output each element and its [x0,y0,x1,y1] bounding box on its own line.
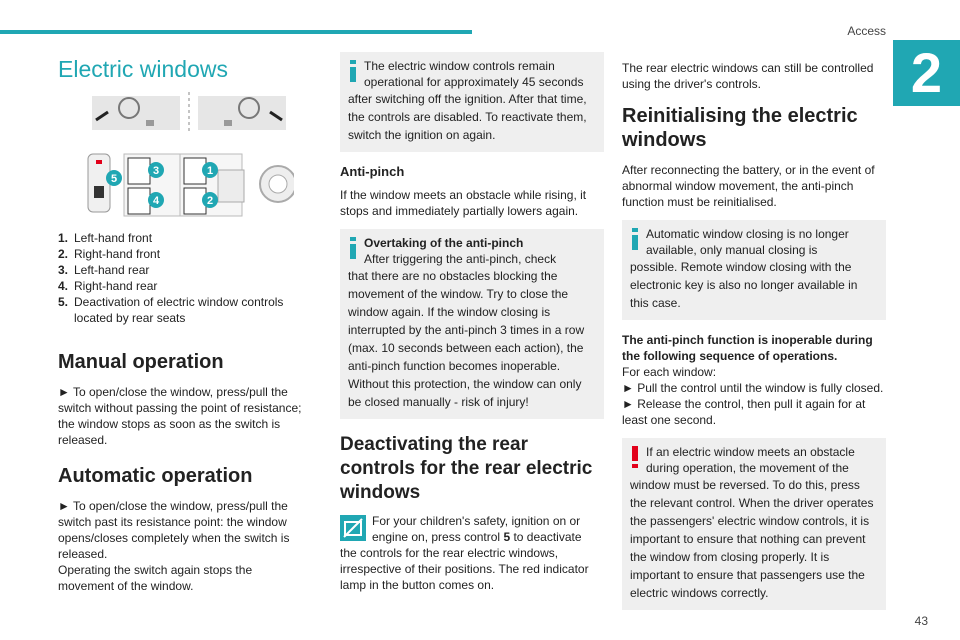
svg-text:4: 4 [152,195,160,207]
legend-item: 2. Right-hand front [58,247,161,261]
info-note-anti-pinch: Overtaking of the anti-pinch After triggering the anti-pinch, check that there are no obstacles blocking the movement of the window. Try to close the window again. If the window closing is interrupted by the anti-pinch 3 times in a row (max. 10 seconds between each action), the anti-pinch function becomes inoperable. Without this protection, the window can only be closed manually - risk of injury! [340,229,604,419]
callout-2 [202,192,218,208]
switch-panel-illustration [88,154,294,216]
info-note-timeout: The electric window controls remain operational for approximately 45 seconds after switching off the ignition. After that time, the controls are disabled. To reactivate them, switch the ignition on again. [340,52,604,152]
legend-item: 3. Left-hand rear [58,263,150,277]
svg-text:5: 5 [110,173,118,185]
info-icon [628,228,642,250]
page-heading: Electric windows [58,56,228,82]
column-3 [622,60,886,610]
legend-item: 1. Left-hand front [58,231,153,245]
reinitialising-text: After reconnecting the battery, or in the event of abnormal window movement, the anti-pinch function must be reinitialised. [622,163,875,209]
anti-pinch-heading: Anti-pinch [340,164,405,179]
callout-3 [148,162,164,178]
step-2: ► Release the control, then pull it again for at least one second. [622,397,866,427]
for-each-window: For each window: [622,365,717,379]
legend-item: 5. Deactivation of electric window controls located by rear seats [58,295,284,325]
child-safety-block: For your children's safety, ignition on or engine on, press control 5 to deactivate the controls for the rear electric windows, irrespective of their positions. The red indicator lamp in the button comes on. [340,514,589,592]
page-number: 43 [914,614,928,628]
automatic-operation-text: ► To open/close the window, press/pull the switch past its resistance point: the window opens/closes completely when the switch is released. [58,499,290,561]
anti-pinch-text: If the window meets an obstacle while rising, it stops and immediately partially lowers again. [340,188,587,218]
step-1: ► Pull the control until the window is fully closed. [622,381,884,395]
svg-text:1: 1 [206,165,214,177]
child-lock-icon [340,515,366,541]
info-note-auto-closing: Automatic window closing is no longer available, only manual closing is possible. Remote window closing with the electronic key is also no longer available in this case. [622,220,886,320]
svg-text:3: 3 [152,165,160,177]
inoperable-statement: The anti-pinch function is inoperable during the following sequence of operations. [622,333,873,363]
callout-1 [202,162,218,178]
manual-operation-heading: Manual operation [58,351,224,373]
legend-item: 4. Right-hand rear [58,279,158,293]
deactivating-heading: Deactivating the rear controls for the rear electric windows [340,434,593,503]
callout-4 [148,192,164,208]
header-accent-bar [0,30,472,34]
automatic-operation-text-2: Operating the switch again stops the movement of the window. [58,563,253,593]
warning-icon [628,446,642,468]
window-controls-diagram [84,90,294,220]
rear-control-text: The rear electric windows can still be controlled using the driver's controls. [622,61,874,91]
column-2 [340,52,604,593]
section-title: Access [847,24,886,38]
chapter-number: 2 [893,40,960,106]
reinitialising-heading: Reinitialising the electric windows [622,105,858,151]
column-1-content [58,230,310,594]
manual-operation-text: ► To open/close the window, press/pull the switch without passing the point of resistance; the window stops as soon as the switch is released. [58,385,302,447]
warning-note: If an electric window meets an obstacle during operation, the movement of the window must be reversed. To do this, press the relevant control. When the driver operates the passengers' electric window controls, it is important to ensure that nothing can prevent the window from closing properly. It is important to ensure that passengers use the electric windows correctly. [622,438,886,610]
info-icon [346,237,360,259]
front-doors-illustration [92,92,286,134]
callout-5 [106,170,122,186]
legend-list [58,230,310,326]
automatic-operation-heading: Automatic operation [58,465,253,487]
svg-text:2: 2 [206,195,214,207]
info-icon [346,60,360,82]
